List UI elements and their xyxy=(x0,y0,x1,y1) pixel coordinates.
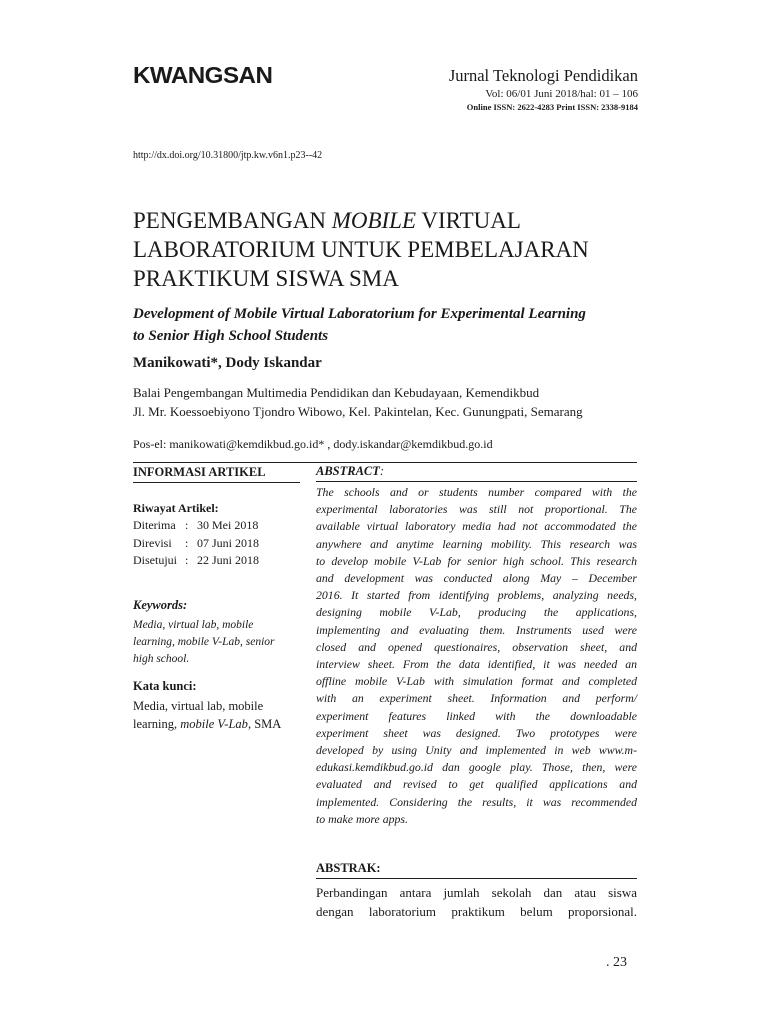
title-text: PENGEMBANGAN xyxy=(133,208,332,233)
history-date: 07 Juni 2018 xyxy=(197,535,260,550)
title-italic: MOBILE xyxy=(331,208,417,233)
history-row xyxy=(133,552,259,570)
keyword-line: learning, mobile V-Lab, senior xyxy=(133,636,275,648)
volume-info: Vol: 06/01 Juni 2018/hal: 01 – 106 xyxy=(485,88,638,100)
abstract-line: edukasi.kemdikbud.go.id dan google play. Those, then, were xyxy=(316,760,637,775)
abstract-line: implemented. Considering the results, it was recommended xyxy=(316,794,637,809)
history-label: Disetujui xyxy=(133,553,177,567)
keyword-line: high school. xyxy=(133,653,190,665)
history-date: 22 Juni 2018 xyxy=(197,553,260,567)
title-line: PRAKTIKUM SISWA SMA xyxy=(133,266,399,291)
divider xyxy=(133,482,300,483)
history-row xyxy=(133,517,259,535)
abstrak-body xyxy=(316,883,637,921)
abstract-line: offline mobile V-Lab with simulation format and completed xyxy=(316,674,637,689)
divider xyxy=(316,878,637,879)
history-date: 30 Mei 2018 xyxy=(197,518,259,532)
abstract-line: and development was conducted along May – December xyxy=(316,571,637,586)
kata-kunci xyxy=(133,697,281,733)
authors: Manikowati*, Dody Iskandar xyxy=(133,355,322,371)
abstract-heading xyxy=(316,464,384,479)
affiliation-line: Jl. Mr. Koessoebiyono Tjondro Wibowo, Kel. Pakintelan, Kec. Gunungpati, Semarang xyxy=(133,404,583,419)
issn-info: Online ISSN: 2622-4283 Print ISSN: 2338-9184 xyxy=(466,102,638,112)
paper-subtitle xyxy=(133,303,586,347)
abstrak-heading: ABSTRAK: xyxy=(316,861,381,875)
abstract-line: anywhere and anytime learning mobility. This research was xyxy=(316,536,637,551)
abstract-line: evaluated and revised to get qualified applications and xyxy=(316,777,637,792)
info-heading: INFORMASI ARTIKEL xyxy=(133,465,266,479)
abstract-line: available virtual laboratory media had not accommodated the xyxy=(316,519,637,534)
sep: : xyxy=(185,553,189,567)
history-label: Direvisi xyxy=(133,535,172,550)
abstract-line: The schools and or students number compared with the xyxy=(316,485,637,499)
title-line: LABORATORIUM UNTUK PEMBELAJARAN xyxy=(133,237,589,262)
journal-name: Jurnal Teknologi Pendidikan xyxy=(448,66,638,85)
page-number: . 23 xyxy=(606,955,627,970)
kata-kunci-text: , SMA xyxy=(247,717,282,731)
history-list xyxy=(133,517,259,570)
abstract-heading-text: ABSTRACT xyxy=(316,464,380,478)
keywords xyxy=(133,617,275,668)
keywords-heading: Keywords: xyxy=(133,598,188,612)
subtitle-line: to Senior High School Students xyxy=(133,328,329,344)
email: Pos-el: manikowati@kemdikbud.go.id* , dody.iskandar@kemdikbud.go.id xyxy=(133,437,493,451)
kata-kunci-line: Media, virtual lab, mobile xyxy=(133,699,264,713)
title-text: VIRTUAL xyxy=(416,208,521,233)
subtitle-line: Development of Mobile Virtual Laboratorium for Experimental Learning xyxy=(133,306,586,322)
sep: : xyxy=(185,518,189,532)
abstract-line: developed by using Unity and implemented in web www.m- xyxy=(316,743,637,758)
abstract-line: to develop mobile V-Lab for senior high school. This research xyxy=(316,553,637,568)
kata-kunci-text: learning, xyxy=(133,717,181,731)
abstract-line: to make more apps. xyxy=(316,811,408,826)
paper-title xyxy=(133,206,589,293)
abstract-body xyxy=(316,484,637,828)
keyword-line: Media, virtual lab, mobile xyxy=(133,619,254,631)
abstract-line: experiment sheet was designed. Two prototypes were xyxy=(316,725,637,740)
abstract-line: experimental laboratories was still not proportional. The xyxy=(316,502,637,517)
sep: : xyxy=(185,535,189,550)
journal-logo: KWANGSAN xyxy=(133,62,273,88)
abstract-line: 2016. It started from identifying problems, analyzing needs, xyxy=(316,588,637,603)
abstract-line: interview sheet. From the data identified, it was needed an xyxy=(316,657,637,672)
abstract-line: implementing and evaluating them. Instruments used were xyxy=(316,622,637,637)
affiliation-line: Balai Pengembangan Multimedia Pendidikan dan Kebudayaan, Kemendikbud xyxy=(133,385,540,400)
history-row xyxy=(133,535,259,553)
divider xyxy=(133,462,637,463)
history-heading: Riwayat Artikel: xyxy=(133,501,219,515)
abstract-line: experiment features linked with the downloadable xyxy=(316,708,637,723)
doi-link[interactable]: http://dx.doi.org/10.31800/jtp.kw.v6n1.p23--42 xyxy=(133,150,323,161)
abstract-colon: : xyxy=(379,464,385,478)
abstrak-line: dengan laboratorium praktikum belum proporsional. xyxy=(316,904,637,919)
history-label: Diterima xyxy=(133,518,176,532)
kata-kunci-heading: Kata kunci: xyxy=(133,679,197,693)
affiliation xyxy=(133,383,583,421)
abstrak-line: Perbandingan antara jumlah sekolah dan atau siswa xyxy=(316,885,637,900)
abstract-line: designing mobile V-Lab, producing the applications, xyxy=(316,605,637,620)
kata-kunci-italic: mobile V-Lab xyxy=(180,717,248,731)
abstract-line: closed and opened questionaires, observation sheet, and xyxy=(316,639,637,654)
divider xyxy=(316,481,637,482)
abstract-line: with an experiment sheet. Information and perform/ xyxy=(316,691,637,706)
